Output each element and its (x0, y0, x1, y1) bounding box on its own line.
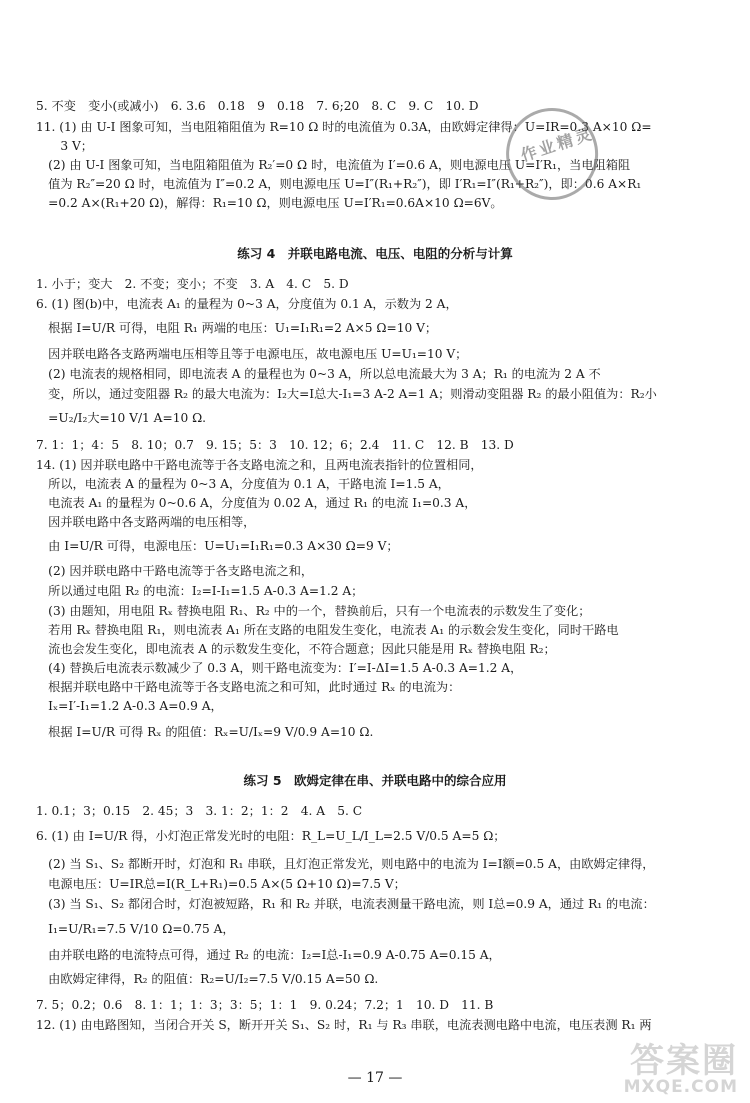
text-line: 根据 I=U/R 可得，电阻 R₁ 两端的电压：U₁=I₁R₁=2 A×5 Ω=10 V； (36, 321, 438, 335)
text-line: (4) 替换后电流表示数减少了 0.3 A，则干路电流变为：I′=I-ΔI=1.5 A-0.3 A=1.2 A， (36, 661, 523, 675)
watermark-logo (582, 1033, 742, 1097)
text-line: =U₂/I₂大=10 V/1 A=10 Ω. (36, 411, 207, 425)
text-line: (3) 当 S₁、S₂ 都闭合时，灯泡被短路，R₁ 和 R₂ 并联，电流表测量干路电流，则 I总=0.9 A，通过 R₁ 的电流： (36, 897, 655, 911)
text-line: 根据并联电路中干路电流等于各支路电流之和可知，此时通过 Rₓ 的电流为： (36, 680, 461, 694)
text-line: 所以通过电阻 R₂ 的电流：I₂=I-I₁=1.5 A-0.3 A=1.2 A； (36, 584, 364, 598)
text-line: 1. 小于；变大 2. 不变；变小；不变 3. A 4. C 5. D (36, 277, 349, 291)
text-line: 所以，电流表 A 的量程为 0~3 A，分度值为 0.1 A，干路电流 I=1.5 A， (36, 477, 450, 491)
text-line: 根据 I=U/R 可得 Rₓ 的阻值：Rₓ=U/Iₓ=9 V/0.9 A=10 Ω. (36, 725, 374, 739)
section-heading-5: 练习 5 欧姆定律在串、并联电路中的综合应用 (243, 773, 507, 788)
text-line: 6. (1) 图(b)中，电流表 A₁ 的量程为 0~3 A，分度值为 0.1 A，示数为 2 A， (36, 297, 458, 311)
text-line: (2) 电流表的规格相同，即电流表 A 的量程也为 0~3 A，所以总电流最大为 3 A；R₁ 的电流为 2 A 不 (36, 367, 601, 381)
text-line: (2) 因并联电路中干路电流等于各支路电流之和， (36, 564, 314, 578)
text-line: 因并联电路中各支路两端的电压相等， (36, 515, 256, 529)
stamp-text: 作业精灵 (518, 123, 597, 166)
text-line: (2) 由 U-I 图象可知，当电阻箱阻值为 R₂′=0 Ω 时，电流值为 I′=0.6 A，则电源电压 U=I′R₁，当电阻箱阻 (36, 158, 631, 172)
text-line: 7. 1：1；4：5 8. 10；0.7 9. 15；5：3 10. 12；6；2.4 11. C 12. B 13. D (36, 438, 514, 452)
text-line: 电流表 A₁ 的量程为 0~0.6 A，分度值为 0.02 A，通过 R₁ 的电流 I₁=0.3 A， (36, 496, 477, 510)
text-line: 值为 R₂″=20 Ω 时，电流值为 I″=0.2 A，则电源电压 U=I″(R₁+R₂″)，即 I′R₁=I″(R₁+R₂″)，即：0.6 A×R₁ (36, 177, 642, 191)
text-line: Iₓ=I′-I₁=1.2 A-0.3 A=0.9 A， (36, 699, 223, 713)
text-line: 因并联电路各支路两端电压相等且等于电源电压，故电源电压 U=U₁=10 V； (36, 347, 468, 361)
text-line: 由 I=U/R 可得，电源电压：U=U₁=I₁R₁=0.3 A×30 Ω=9 V； (36, 539, 399, 553)
text-line: (2) 当 S₁、S₂ 都断开时，灯泡和 R₁ 串联，且灯泡正常发光，则电路中的电流为 I=I额=0.5 A，由欧姆定律得， (36, 857, 655, 871)
text-line: 变，所以，通过变阻器 R₂ 的最大电流为：I₂大=I总大-I₁=3 A-2 A=1 A；则滑动变阻器 R₂ 的最小阻值为：R₂小 (36, 387, 657, 401)
text-line: 11. (1) 由 U-I 图象可知，当电阻箱阻值为 R=10 Ω 时的电流值为 0.3A，由欧姆定律得：U=IR=0.3 A×10 Ω= (36, 120, 652, 134)
text-line: =0.2 A×(R₁+20 Ω)，解得：R₁=10 Ω，则电源电压 U=I′R₁=0.6A×10 Ω=6V。 (36, 196, 503, 210)
page-number: — 17 — (347, 1070, 403, 1086)
text-line: 5. 不变 变小(或减小) 6. 3.6 0.18 9 0.18 7. 6;20 8. C 9. C 10. D (36, 99, 479, 113)
text-line: I₁=U/R₁=7.5 V/10 Ω=0.75 A， (36, 922, 235, 936)
watermark-url: MXQE.COM (623, 1077, 738, 1097)
text-line: 14. (1) 因并联电路中干路电流等于各支路电流之和，且两电流表指针的位置相同， (36, 458, 483, 472)
text-line: 由欧姆定律得，R₂ 的阻值：R₂=U/I₂=7.5 V/0.15 A=50 Ω. (36, 972, 379, 986)
text-line: 流也会发生变化，即电流表 A 的示数发生变化，不符合题意；因此只能是用 Rₓ 替换电阻 R₂； (36, 642, 556, 656)
text-line: 由并联电路的电流特点可得，通过 R₂ 的电流：I₂=I总-I₁=0.9 A-0.75 A=0.15 A， (36, 948, 501, 962)
text-line: 6. (1) 由 I=U/R 得，小灯泡正常发光时的电阻：R_L=U_L/I_L=2.5 V/0.5 A=5 Ω； (36, 829, 506, 843)
watermark-text: 答案圈 (630, 1041, 738, 1081)
text-line: 7. 5；0.2；0.6 8. 1：1；1：3；3：5；1：1 9. 0.24；7.2；1 10. D 11. B (36, 998, 494, 1012)
text-line: 3 V； (36, 139, 93, 153)
text-line: 12. (1) 由电路图知，当闭合开关 S，断开开关 S₁、S₂ 时，R₁ 与 R₃ 串联，电流表测电路中电流，电压表测 R₁ 两 (36, 1018, 652, 1032)
text-line: 若用 Rₓ 替换电阻 R₁，则电流表 A₁ 所在支路的电阻发生变化，电流表 A₁ 的示数会发生变化，同时干路电 (36, 623, 619, 637)
text-line: 1. 0.1；3；0.15 2. 45；3 3. 1：2；1：2 4. A 5. C (36, 804, 363, 818)
text-line: 电源电压：U=IR总=I(R_L+R₁)=0.5 A×(5 Ω+10 Ω)=7.5 V； (36, 877, 406, 891)
section-heading-4: 练习 4 并联电路电流、电压、电阻的分析与计算 (237, 246, 513, 261)
text-line: (3) 由题知，用电阻 Rₓ 替换电阻 R₁、R₂ 中的一个，替换前后，只有一个电流表的示数发生了变化； (36, 604, 591, 618)
